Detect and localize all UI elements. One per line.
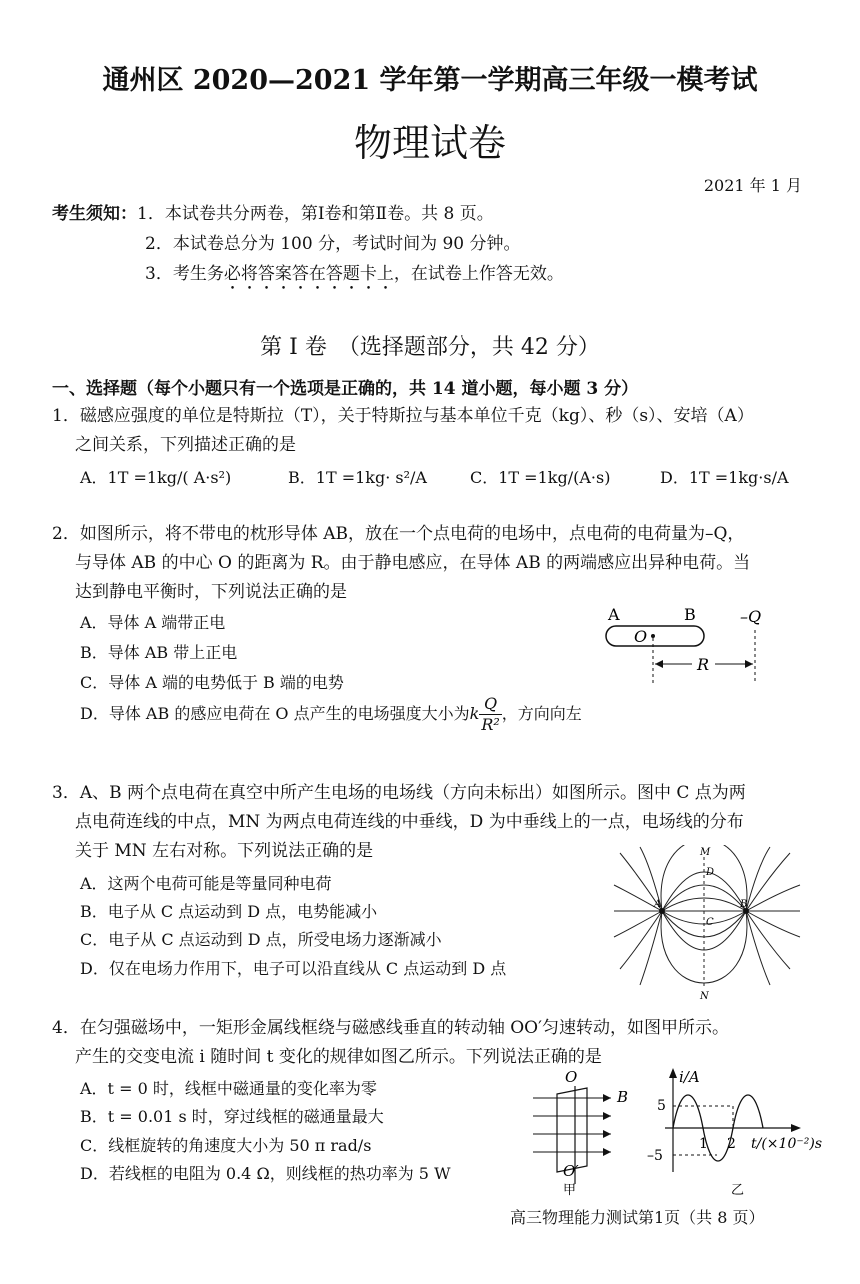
q4-option-a: A．t = 0 时，线框中磁通量的变化率为零 [80,1079,377,1098]
label-n: N [700,991,709,1002]
q3-field-lines-figure [610,845,810,1003]
notice-label: 考生须知： [52,204,137,224]
q2-figure [600,600,780,690]
notice-item-2: 2．本试卷总分为 100 分，考试时间为 90 分钟。 [145,234,521,254]
caption-jia: 甲 [563,1183,577,1198]
x-axis-label: t/(×10⁻²)s [751,1136,822,1152]
caption-yi: 乙 [731,1183,745,1197]
subject-title: 物理试卷 [353,121,506,165]
q3-option-d: D．仅在电场力作用下，电子可以沿直线从 C 点运动到 D 点 [80,959,507,978]
q1-line1: 1．磁感应强度的单位是特斯拉（T），关于特斯拉与基本单位千克（kg）、秒（s）、安培（A） [52,406,754,426]
q4-line1: 4．在匀强磁场中，一矩形金属线框绕与磁感线垂直的转动轴 OO′匀速转动，如图甲所示。 [52,1018,729,1038]
exam-title: 通州区 2020—2021 学年第一学期高三年级一模考试 [102,65,758,96]
label-b-field: B [617,1088,629,1106]
notice-item-1 [52,203,494,225]
y-tick-5: 5 [657,1098,666,1114]
q4-coil-figure [525,1068,645,1198]
section-title: 第 Ⅰ 卷 （选择题部分，共 42 分） [260,335,600,360]
notice-item-3: 3．考生务必将答案答在答题卡上，在试卷上作答无效。 [145,264,564,284]
q2-line2: 与导体 AB 的中心 O 的距离为 R。由于静电感应，在导体 AB 的两端感应出异种电荷。当 [75,553,751,573]
label-o: O [565,1068,578,1086]
label-r: R [697,655,710,674]
y-axis-label: i/A [679,1068,700,1086]
part-title: 一、选择题（每个小题只有一个选项是正确的，共 14 道小题，每小题 3 分） [52,379,639,399]
q2-line1: 2．如图所示，将不带电的枕形导体 AB，放在一个点电荷的电场中，点电荷的电荷量为–Q， [52,524,745,544]
q1-option-a: A．1T =1kg/( A·s²) [80,468,232,487]
label-neg-q: –Q [740,607,762,626]
label-b: B [684,605,696,624]
exam-date: 2021 年 1 月 [703,176,802,195]
label-m: M [700,847,711,858]
q1-option-d: D．1T =1kg·s/A [660,468,789,487]
label-c: C [706,917,714,928]
q2-option-b: B．导体 AB 带上正电 [80,643,238,662]
notice-text-1: 1．本试卷共分两卷，第Ⅰ卷和第Ⅱ卷。共 8 页。 [137,204,494,224]
q3-line1: 3．A、B 两个点电荷在真空中所产生电场的电场线（方向未标出）如图所示。图中 C 点为两 [52,783,746,803]
q2-option-a: A．导体 A 端带正电 [80,613,226,632]
q4-line2: 产生的交变电流 i 随时间 t 变化的规律如图乙所示。下列说法正确的是 [75,1047,602,1067]
emphasis-text: 必将答案答在答题卡上 [223,264,394,284]
x-tick-2: 2 [727,1136,736,1152]
q2-option-c: C．导体 A 端的电势低于 B 端的电势 [80,673,344,692]
q3-option-b: B．电子从 C 点运动到 D 点，电势能减小 [80,902,378,921]
x-tick-1: 1 [699,1136,708,1152]
label-o-prime: O′ [563,1162,579,1180]
q4-option-b: B．t = 0.01 s 时，穿过线框的磁通量最大 [80,1107,384,1126]
label-o: O [634,627,648,646]
q3-line3: 关于 MN 左右对称。下列说法正确的是 [75,841,374,861]
q3-option-a: A．这两个电荷可能是等量同种电荷 [80,874,332,893]
q4-current-graph [645,1062,835,1197]
y-tick-neg-5: –5 [647,1148,663,1164]
q2-line3: 达到静电平衡时，下列说法正确的是 [75,582,347,602]
fraction: $\frac{Q}{\text{R²}}$ [481,694,500,734]
q4-option-d: D．若线框的电阻为 0.4 Ω，则线框的热功率为 5 W [80,1164,451,1183]
q1-option-b: B．1T =1kg· s²/A [288,468,427,487]
q1-option-c: C．1T =1kg/(A·s) [470,468,611,487]
label-a: A [608,605,620,624]
q2-option-d: D．导体 AB 的感应电荷在 O 点产生的电场强度大小为k $\frac{Q}{\text{R²}}$ ，方向向左 [80,694,582,734]
q3-line2: 点电荷连线的中点，MN 为两点电荷连线的中垂线，D 为中垂线上的一点，电场线的分布 [75,812,744,832]
label-d: D [706,867,715,878]
q1-line2: 之间关系，下列描述正确的是 [75,435,296,455]
page-footer: 高三物理能力测试第1页（共 8 页） [510,1208,765,1227]
q3-option-c: C．电子从 C 点运动到 D 点，所受电场力逐渐减小 [80,930,442,949]
label-a: A [654,899,662,910]
q4-option-c: C．线框旋转的角速度大小为 50 π rad/s [80,1136,372,1155]
label-b: B [740,899,748,910]
